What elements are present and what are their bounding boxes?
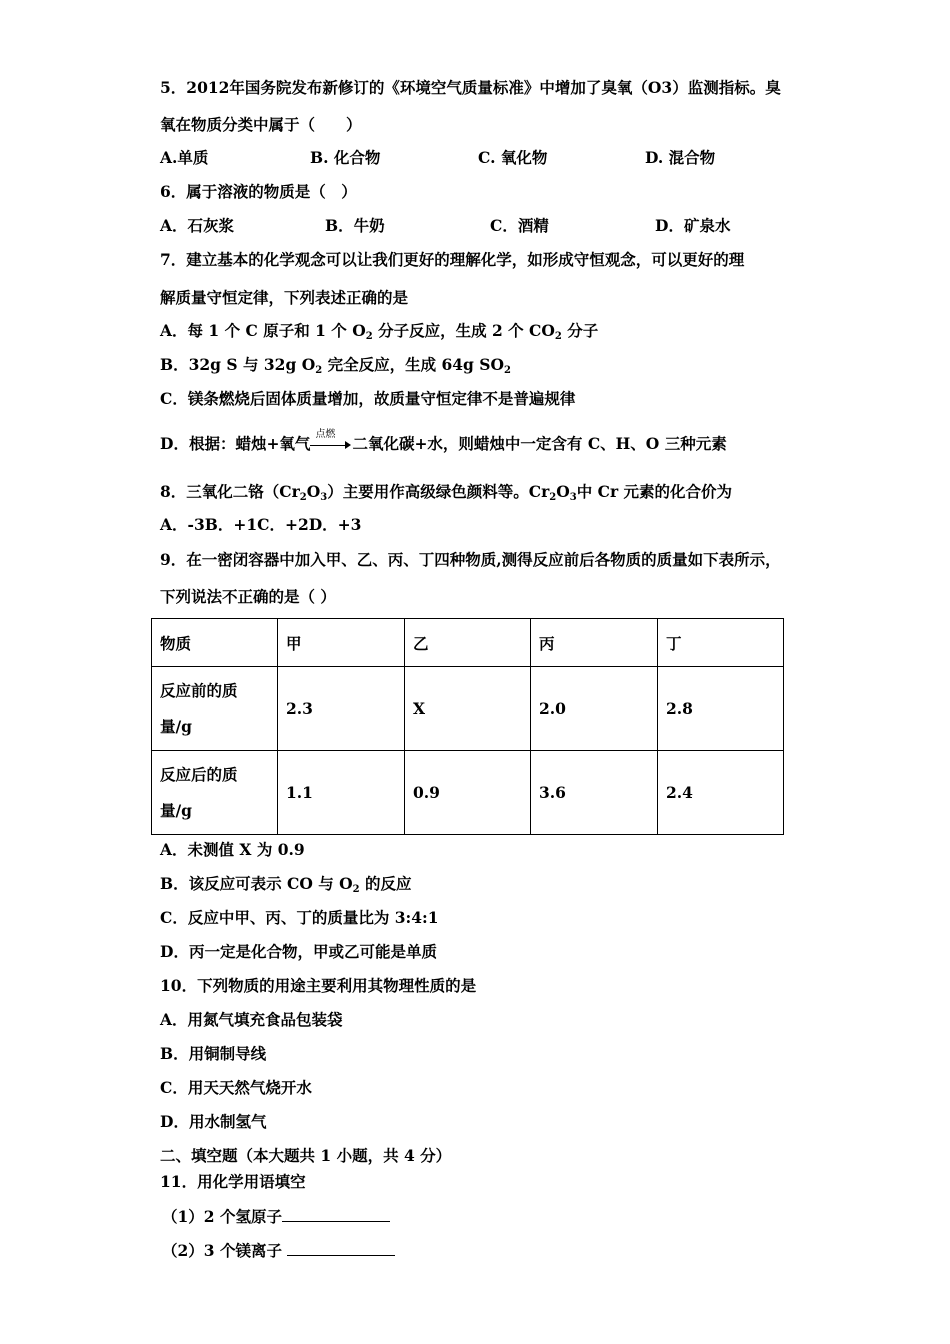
answer-blank[interactable] — [282, 1205, 390, 1222]
q9-option-a: A．未测值 X 为 0.9 — [160, 840, 305, 859]
q10-option-d: D．用水制氢气 — [160, 1112, 267, 1131]
table-row — [152, 751, 784, 835]
table-cell: 1.1 — [278, 751, 405, 835]
q10-option-b: B．用铜制导线 — [160, 1044, 267, 1063]
q5-option-d: D. 混合物 — [645, 148, 716, 167]
q5-option-b: B. 化合物 — [310, 148, 381, 167]
q9-option-d: D．丙一定是化合物，甲或乙可能是单质 — [160, 942, 437, 961]
q11-item-1: （1）2 个氢原子 — [162, 1205, 390, 1227]
q10-option-a: A．用氮气填充食品包装袋 — [160, 1010, 343, 1029]
table-row-label: 反应后的质 量/g — [152, 751, 278, 835]
q9-line1: 9．在一密闭容器中加入甲、乙、丙、丁四种物质,测得反应前后各物质的质量如下表所示， — [160, 550, 781, 569]
q11-item-2: （2）3 个镁离子 — [162, 1239, 395, 1261]
q5-option-a: A.单质 — [160, 148, 209, 167]
mass-table — [151, 618, 784, 835]
table-header-cell: 丁 — [658, 619, 784, 667]
table-row-label: 反应前的质 量/g — [152, 667, 278, 751]
table-header-cell: 甲 — [278, 619, 405, 667]
q7-option-d: D．根据：蜡烛+氧气 点燃 二氧化碳+水，则蜡烛中一定含有 C、H、O 三种元素 — [160, 429, 727, 453]
q7-line2: 解质量守恒定律，下列表述正确的是 — [160, 288, 409, 307]
q6-option-a: A．石灰浆 — [160, 216, 235, 235]
table-header-cell: 丙 — [531, 619, 658, 667]
q10-option-c: C．用天天然气烧开水 — [160, 1078, 312, 1097]
q7-option-b: B．32g S 与 32g $O_2$ 完全反应，生成 64g $SO_2$ — [160, 355, 511, 376]
q6-option-b: B．牛奶 — [325, 216, 385, 235]
q9-line2: 下列说法不正确的是（ ） — [160, 587, 336, 606]
table-header-row — [152, 619, 784, 667]
q7-option-a: A．每 1 个 C 原子和 1 个 $O_2$ 分子反应，生成 2 个 $CO_2$ 分子 — [160, 321, 599, 342]
table-cell: 3.6 — [531, 751, 658, 835]
section-heading: 二、填空题（本大题共 1 小题，共 4 分） — [160, 1146, 452, 1165]
reaction-arrow-icon: 点燃 — [310, 435, 352, 455]
table-cell: 0.9 — [405, 751, 531, 835]
q7-option-c: C．镁条燃烧后固体质量增加，故质量守恒定律不是普遍规律 — [160, 389, 576, 408]
table-cell: 2.4 — [658, 751, 784, 835]
q9-option-c: C．反应中甲、丙、丁的质量比为 3:4:1 — [160, 908, 439, 927]
q8-stem: 8．三氧化二铬$(Cr_2O_3)$主要用作高级绿色颜料等。$Cr_2O_3$中 Cr 元素的化合价为 — [160, 482, 733, 503]
table-cell: X — [405, 667, 531, 751]
q9-option-b: B．该反应可表示 CO 与 $O_2$ 的反应 — [160, 874, 412, 895]
q5-line2: 氧在物质分类中属于（ ） — [160, 115, 362, 134]
q6-stem: 6．属于溶液的物质是（ ） — [160, 182, 357, 201]
answer-blank[interactable] — [287, 1239, 395, 1256]
table-header-cell: 物质 — [152, 619, 278, 667]
q5-line1: 5．2012年国务院发布新修订的《环境空气质量标准》中增加了臭氧（O3）监测指标。臭 — [160, 78, 781, 97]
q10-stem: 10．下列物质的用途主要利用其物理性质的是 — [160, 976, 477, 995]
q6-option-c: C．酒精 — [490, 216, 549, 235]
q7-line1: 7．建立基本的化学观念可以让我们更好的理解化学，如形成守恒观念，可以更好的理 — [160, 250, 745, 269]
q8-options: A．-3B．+1C．+2D．+3 — [160, 515, 362, 534]
table-cell: 2.8 — [658, 667, 784, 751]
q5-option-c: C. 氧化物 — [478, 148, 548, 167]
table-header-cell: 乙 — [405, 619, 531, 667]
q6-option-d: D．矿泉水 — [655, 216, 731, 235]
table-row — [152, 667, 784, 751]
q11-stem: 11．用化学用语填空 — [160, 1172, 306, 1191]
table-cell: 2.3 — [278, 667, 405, 751]
table-cell: 2.0 — [531, 667, 658, 751]
